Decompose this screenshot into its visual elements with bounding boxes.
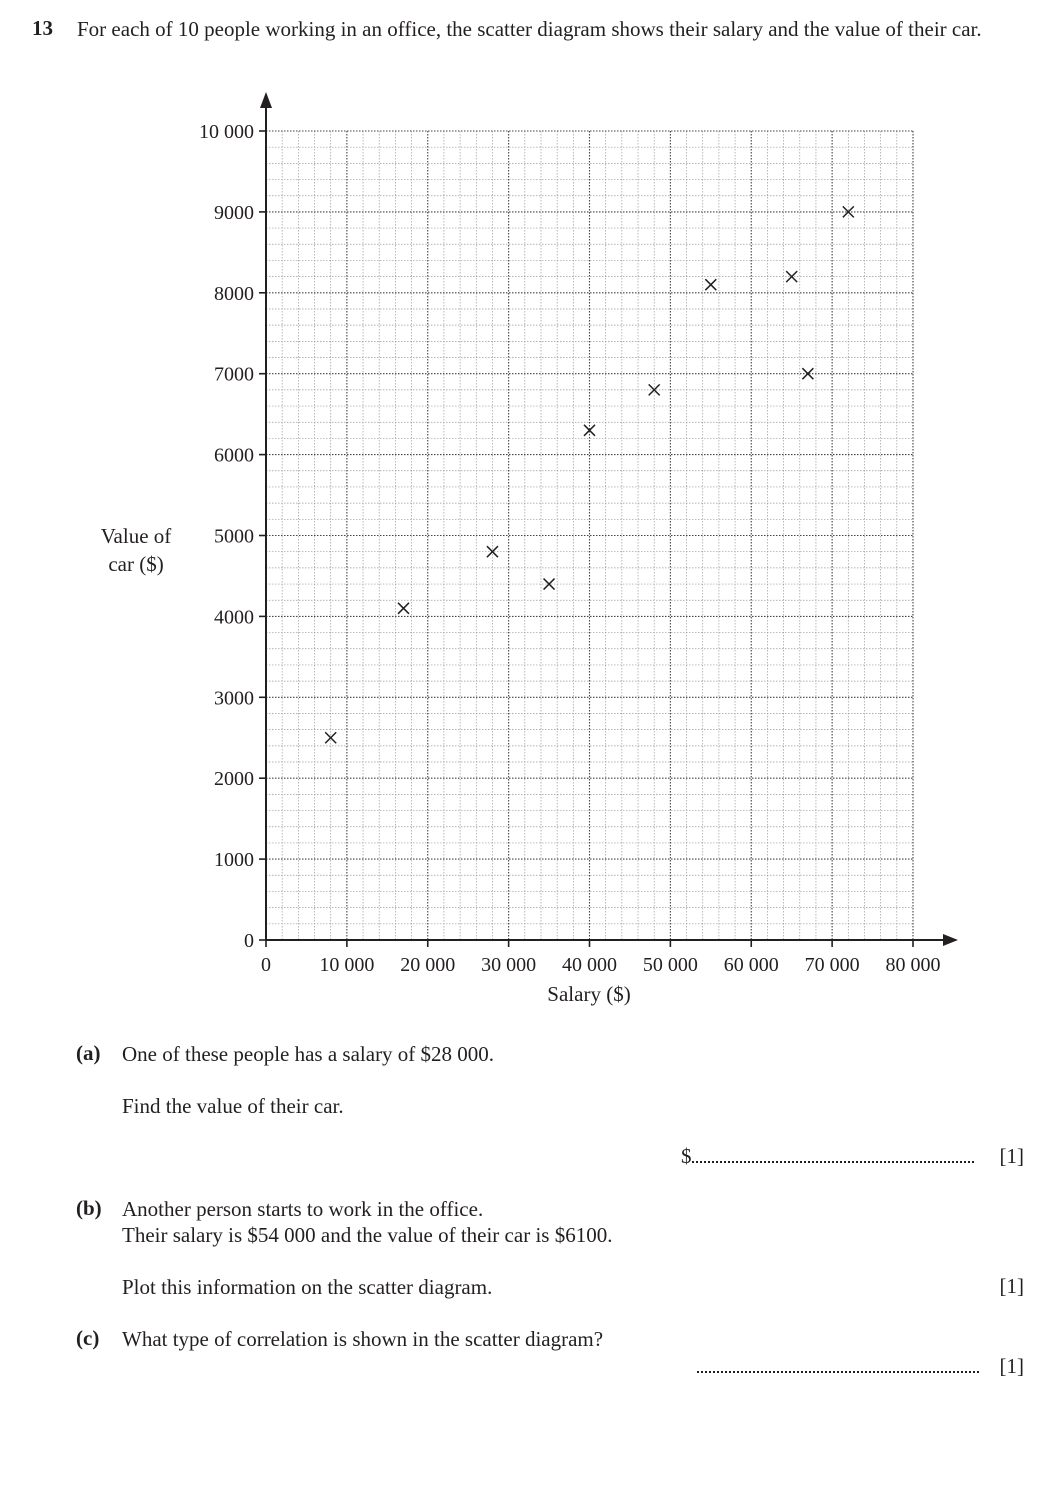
y-tick-label: 5000: [214, 525, 254, 548]
x-tick-label: 80 000: [885, 954, 941, 976]
data-point-cross: [705, 279, 716, 290]
part-a-answer-line[interactable]: [681, 1144, 974, 1169]
part-c-marks: [1]: [999, 1354, 1024, 1378]
answer-dotted-line[interactable]: [692, 1145, 974, 1163]
question-intro: For each of 10 people working in an office, the scatter diagram shows their salary and the value of their car.: [77, 17, 982, 41]
part-b-label: (b): [76, 1196, 102, 1220]
part-b-text-1: Another person starts to work in the office.: [122, 1197, 484, 1221]
y-tick-label: 6000: [214, 444, 254, 467]
y-axis-label-line2: car ($): [108, 552, 164, 576]
part-b-marks: [1]: [999, 1274, 1024, 1298]
x-tick-label: 0: [261, 954, 271, 976]
x-tick-label: 10 000: [319, 954, 375, 976]
x-tick-label: 20 000: [400, 954, 456, 976]
y-tick-label: 1000: [214, 849, 254, 872]
y-axis-label-line1: Value of: [100, 524, 172, 548]
answer-dollar-sign: $: [681, 1144, 692, 1168]
y-tick-label: 8000: [214, 282, 254, 305]
x-tick-label: 60 000: [723, 954, 779, 976]
part-a-label: (a): [76, 1041, 101, 1065]
data-point-cross: [398, 603, 409, 614]
axis-ticks: [199, 121, 941, 976]
part-c-label: (c): [76, 1326, 100, 1350]
y-tick-label: 7000: [214, 363, 254, 386]
x-axis-label: Salary ($): [547, 982, 631, 1006]
x-tick-label: 70 000: [804, 954, 860, 976]
y-tick-label: 3000: [214, 687, 254, 710]
y-tick-label: 2000: [214, 768, 254, 791]
part-b-text-2: Their salary is $54 000 and the value of their car is $6100.: [122, 1223, 613, 1247]
x-axis-arrow: [943, 934, 958, 946]
part-b-text-3: Plot this information on the scatter diagram.: [122, 1275, 493, 1299]
part-c-answer-line[interactable]: [697, 1354, 979, 1379]
data-point-cross: [325, 732, 336, 743]
x-tick-label: 40 000: [562, 954, 617, 976]
y-tick-label: 9000: [214, 201, 254, 224]
part-a-marks: [1]: [999, 1144, 1024, 1168]
part-c-text-1: What type of correlation is shown in the scatter diagram?: [122, 1327, 604, 1351]
x-tick-label: 50 000: [642, 954, 698, 976]
y-tick-label: 0: [244, 930, 254, 952]
answer-dotted-line[interactable]: [697, 1355, 979, 1373]
part-a-text-2: Find the value of their car.: [122, 1094, 344, 1118]
y-tick-label: 10 000: [199, 121, 254, 143]
y-tick-label: 4000: [214, 606, 254, 629]
data-point-cross: [786, 271, 797, 282]
question-number: 13: [32, 16, 53, 40]
x-tick-label: 30 000: [481, 954, 537, 976]
y-axis-arrow: [260, 92, 272, 108]
part-a-text-1: One of these people has a salary of $28 000.: [122, 1042, 495, 1066]
